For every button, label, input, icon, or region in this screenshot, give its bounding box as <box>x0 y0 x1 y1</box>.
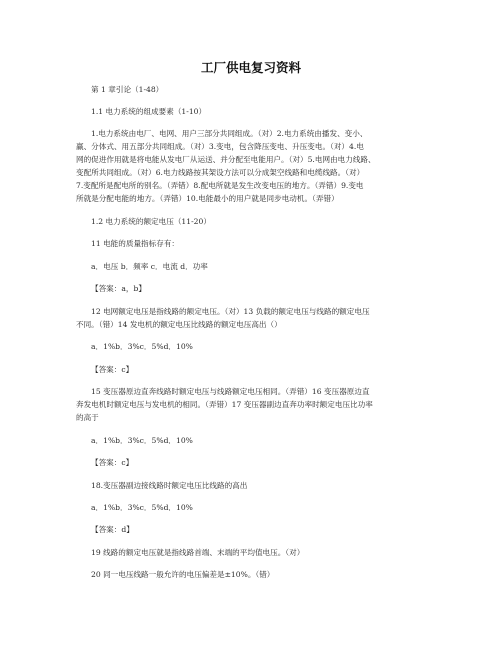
answer-line: 【答案：a，b】 <box>91 284 146 293</box>
paragraph-line: 7.变配所是配电所的别名。（弄错）8.配电所就是发生改变电压的地方。（弄错）9.变电 <box>76 181 364 190</box>
answer-line: 【答案：c】 <box>91 458 134 467</box>
document-title: 工厂供电复习资料 <box>200 60 301 75</box>
paragraph-line: 19 线路的额定电压就是指线路首端、末端的平均值电压。（对） <box>91 548 305 557</box>
paragraph-line: 的高于 <box>76 413 99 422</box>
paragraph-line: 12 电网额定电压是指线路的额定电压。（对）13 负载的额定电压与线路的额定电压 <box>91 307 370 316</box>
paragraph-line: 15 变压器原边直奔线路时额定电压与线路额定电压相同。（弄错）16 变压器原边直 <box>91 387 370 396</box>
paragraph-line: 不同。（错）14 发电机的额定电压比线路的额定电压高出（） <box>76 320 282 329</box>
paragraph-line: 赢、分体式、用五部分共同组成。（对）3.变电，包含降压变电、升压变电。（对）4.电 <box>76 142 364 151</box>
paragraph-line: 变配所共同组成。（对）6.电力线路按其架设方法可以分成架空线路和电缆线路。（对） <box>76 168 365 177</box>
section-heading: 1.2 电力系统的额定电压（11-20） <box>91 217 211 226</box>
answer-line: 【答案：d】 <box>91 525 134 534</box>
paragraph-line: 奔发电机时额定电压与发电机的相同。（弄错）17 变压器副边直奔功率时额定电压比功率 <box>76 400 373 409</box>
section-heading: 1.1 电力系统的组成要素（1-10） <box>91 107 207 116</box>
paragraph-line: 网的促进作用就是将电能从发电厂从运送、并分配至电能用户。（对）5.电网由电力线路、 <box>76 155 376 164</box>
question-line: 18.变压器副边接线路时额定电压比线路的高出 <box>91 481 248 490</box>
paragraph-line: 所就是分配电能的地方。（弄错）10.电能最小的用户就是同步电动机。（弄错） <box>76 194 339 203</box>
options-line: a．1%b．3%c．5%d．10% <box>91 436 193 445</box>
chapter-heading: 第 1 章引论（1-48） <box>91 85 164 94</box>
paragraph-line: 20 同一电压线路一般允许的电压偏差是±10%。（错） <box>91 570 275 579</box>
question-line: 11 电能的质量指标存有： <box>91 239 180 248</box>
options-line: a．电压 b．频率 c．电流 d．功率 <box>91 262 208 271</box>
options-line: a．1%b．3%c．5%d．10% <box>91 342 193 351</box>
paragraph-line: 1.电力系统由电厂、电网、用户三部分共同组成。（对）2.电力系统由播发、变小、 <box>91 129 368 138</box>
options-line: a．1%b．3%c．5%d．10% <box>91 503 193 512</box>
answer-line: 【答案：c】 <box>91 365 134 374</box>
